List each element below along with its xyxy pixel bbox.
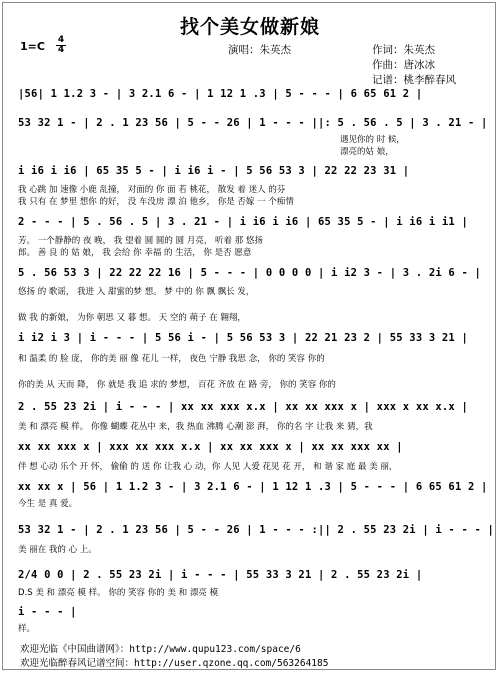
lyric-row-5b: 做 我 的新娘， 为你 朝思 又 暮 想。 天 空的 蒴子 在 翱翔， — [18, 313, 246, 323]
lyricist: 作词：朱英杰 — [372, 44, 435, 56]
singer: 演唱：朱英杰 — [228, 44, 291, 56]
score-row-12: i - - - | — [18, 606, 77, 618]
score-row-1: |56| 1 1.2 3 - | 3 2.1 6 - | 1 12 1 .3 | 5 - - - | 6 65 61 2 | — [18, 88, 423, 100]
footer-line-1: 欢迎光临《中国曲谱网》：http://www.qupu123.com/space/6 — [20, 644, 301, 655]
lyric-row-3a: 我 心跳 加 速像 小鹿 乱撞， 对面的 你 面 若 桃花， 散发 着 迷人 的芬 — [18, 185, 286, 195]
score-row-2: 53 32 1 - | 2 . 1 23 56 | 5 - - 26 | 1 - - - ||: 5 . 56 . 5 | 3 . 21 - | — [18, 117, 488, 129]
lyric-row-12a: 样。 — [18, 624, 36, 634]
song-title: 找个美女做新娘 — [179, 16, 320, 38]
score-row-7: 2 . 55 23 2i | i - - - | xx xx xxx x.x | xx xx xxx x | xxx x xx x.x | — [18, 401, 468, 413]
score-row-11: 2/4 0 0 | 2 . 55 23 2i | i - - - | 55 33 3 21 | 2 . 55 23 2i | — [18, 569, 423, 581]
lyric-row-3b: 我 只有 在 梦里 想你 的好， 没 车没房 漂 泊 他乡， 你是 否嫁 一 个痴情 — [18, 197, 294, 207]
key-signature: 1=C — [20, 40, 45, 53]
score-row-8: xx xx xxx x | xxx xx xxx x.x | xx xx xxx x | xx xx xxx xx | — [18, 441, 403, 453]
time-bottom: 4 — [57, 45, 65, 55]
time-top: 4 — [57, 35, 65, 45]
lyric-row-9a: 今生 是 真 爱。 — [18, 499, 78, 509]
lyric-row-6b: 你的美 从 天而 降， 你 就是 我 追 求的 梦想， 百花 齐放 在 路 旁， 你的 笑容 你的 — [18, 380, 336, 390]
composer: 作曲：唐冰冰 — [372, 59, 435, 71]
score-row-10: 53 32 1 - | 2 . 1 23 56 | 5 - - 26 | 1 - - - :|| 2 . 55 23 2i | i - - - | — [18, 524, 495, 536]
lyric-row-2b: 漂亮的姑 娘， — [340, 147, 394, 157]
score-row-3: i i6 i i6 | 65 35 5 - | i i6 i - | 5 56 53 3 | 22 22 23 31 | — [18, 165, 410, 177]
lyric-row-4b: 郎。 善 良 的 姑 娘， 我 会给 你 幸福 的 生活， 你 是否 愿意 — [18, 248, 252, 258]
score-row-6: i i2 i 3 | i - - - | 5 56 i - | 5 56 53 3 | 22 21 23 2 | 55 33 3 21 | — [18, 332, 468, 344]
score-row-9: xx xx x | 56 | 1 1.2 3 - | 3 2.1 6 - | 1 12 1 .3 | 5 - - - | 6 65 61 2 | — [18, 481, 488, 493]
footer-line-2: 欢迎光临醉春风记谱空间：http://user.qzone.qq.com/563264185 — [20, 658, 329, 669]
score-row-4: 2 - - - | 5 . 56 . 5 | 3 . 21 - | i i6 i i6 | 65 35 5 - | i i6 i i1 | — [18, 216, 468, 228]
lyric-row-5a: 悠扬 的 歌谣， 我进 入 甜蜜的梦 想。 梦 中的 你 飘 飘长 发， — [18, 287, 255, 297]
lyric-row-6a: 和 温柔 的 脸 庞， 你的美 丽 像 花儿 一样， 夜色 宁静 我思 念， 你的 笑容 你的 — [18, 354, 325, 364]
transcriber: 记谱：桃李醉春风 — [372, 74, 456, 86]
lyric-row-8a: 伴 想 心动 乐个 开 怀， 偷偷 的 送 你 让我 心 动，你 人见 人爱 花见 花 开， 和 谐 家 庭 最 美 丽， — [18, 462, 398, 472]
lyric-row-7a: 美 和 漂亮 模 样。 你像 蝴蝶 花丛中 来，我 热血 沸腾 心潮 澎 湃， 你的名 字 让我 来 猜，我 — [18, 422, 373, 432]
score-row-5: 5 . 56 53 3 | 22 22 22 16 | 5 - - - | 0 0 0 0 | i i2 3 - | 3 . 2i 6 - | — [18, 267, 482, 279]
lyric-row-2a: 遇见你的 时 候， — [340, 135, 405, 145]
lyric-row-11a: D.S 美 和 漂亮 模 样。 你的 笑容 你的 美 和 漂亮 模 — [18, 588, 219, 598]
time-signature — [56, 36, 66, 55]
lyric-row-4a: 芳。 一个静静的 夜 晚， 我 望着 圆 圆的 圆 月亮， 听着 那 悠扬 — [18, 236, 263, 246]
lyric-row-10a: 美 丽在 我的 心 上。 — [18, 545, 97, 555]
